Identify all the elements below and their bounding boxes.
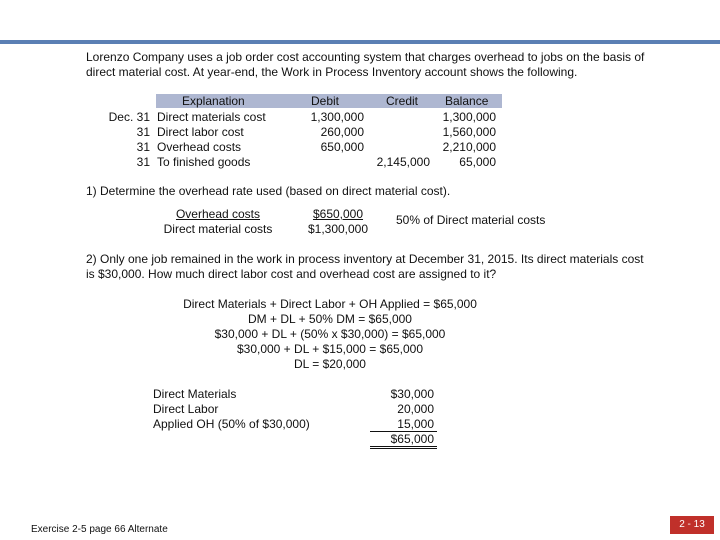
summary-total-value: $65,000 <box>390 432 434 446</box>
table-row-date: 31 <box>136 125 150 139</box>
table-row-balance: 65,000 <box>459 155 496 169</box>
equation-line: Direct Materials + Direct Labor + OH Applied = $65,000 <box>183 297 477 311</box>
table-row-debit: 1,300,000 <box>310 110 364 124</box>
question-1-prompt: 1) Determine the overhead rate used (based on direct material cost). <box>86 184 451 198</box>
total-double-rule-bottom <box>370 448 437 449</box>
total-double-rule-top <box>370 446 437 447</box>
table-row-explanation: Direct labor cost <box>157 125 244 139</box>
top-accent-bar <box>0 40 720 44</box>
overhead-costs-value: $650,000 <box>312 207 364 221</box>
summary-value-direct-labor: 20,000 <box>397 402 434 416</box>
table-row-balance: 1,560,000 <box>442 125 496 139</box>
table-row-explanation: Overhead costs <box>157 140 242 154</box>
overhead-costs-label: Overhead costs <box>175 207 261 221</box>
overhead-rate-result: 50% of Direct material costs <box>396 213 546 227</box>
table-row-credit: 2,145,000 <box>376 155 430 169</box>
table-row-balance: 1,300,000 <box>442 110 496 124</box>
direct-material-costs-label: Direct material costs <box>163 222 273 236</box>
summary-value-direct-materials: $30,000 <box>390 387 434 401</box>
summary-label-applied-oh: Applied OH (50% of $30,000) <box>153 417 310 431</box>
summary-label-direct-labor: Direct Labor <box>153 402 219 416</box>
table-row-explanation: To finished goods <box>157 155 251 169</box>
table-row-date: Dec. 31 <box>108 110 150 124</box>
equation-line: $30,000 + DL + (50% x $30,000) = $65,000 <box>214 327 446 341</box>
table-row-date: 31 <box>136 140 150 154</box>
question-2-prompt: 2) Only one job remained in the work in process inventory at December 31, 2015. Its direct materials cost is $30,000. How much direct labor cost and overhead cost are assigned to it? <box>86 252 644 281</box>
equation-line: DL = $20,000 <box>294 357 366 371</box>
table-row-explanation: Direct materials cost <box>157 110 266 124</box>
intro-paragraph: Lorenzo Company uses a job order cost accounting system that charges overhead to jobs on the basis of direct material cost. At year-end, the Work in Process Inventory account shows the following. <box>86 50 645 79</box>
summary-label-direct-materials: Direct Materials <box>153 387 237 401</box>
table-row-debit: 260,000 <box>320 125 364 139</box>
summary-value-applied-oh: 15,000 <box>397 417 434 431</box>
header-explanation: Explanation <box>182 94 245 108</box>
footer-reference: Exercise 2-5 page 66 Alternate <box>31 524 168 535</box>
table-row-date: 31 <box>136 155 150 169</box>
header-credit: Credit <box>386 94 419 108</box>
equation-line: DM + DL + 50% DM = $65,000 <box>248 312 412 326</box>
header-balance: Balance <box>445 94 489 108</box>
direct-material-costs-value: $1,300,000 <box>307 222 369 236</box>
page-number-badge: 2 - 13 <box>670 516 714 534</box>
header-debit: Debit <box>311 94 340 108</box>
table-row-debit: 650,000 <box>320 140 364 154</box>
table-row-balance: 2,210,000 <box>442 140 496 154</box>
equation-line: $30,000 + DL + $15,000 = $65,000 <box>236 342 424 356</box>
